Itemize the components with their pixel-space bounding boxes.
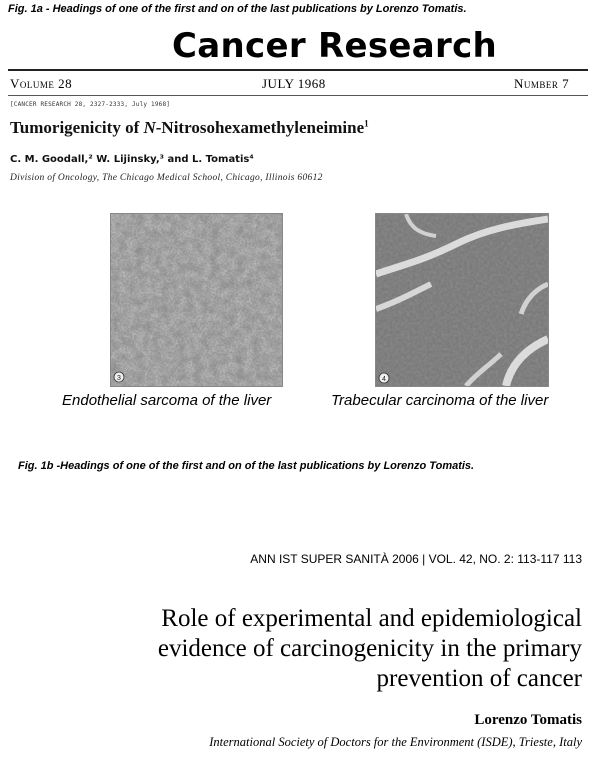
figure-label-endothelial-sarcoma: Endothelial sarcoma of the liver	[62, 392, 272, 409]
fig1a-caption: Fig. 1a - Headings of one of the first and on of the last publications by Lorenzo Tomatis.	[8, 3, 467, 15]
journal-reference: ANN IST SUPER SANITÀ 2006 | VOL. 42, NO. 2: 113-117 113	[250, 552, 582, 566]
article-title-italic: N	[143, 118, 156, 137]
masthead-bottom-rule	[8, 95, 588, 96]
article-title-suffix: -Nitrosohexamethyleneimine	[155, 118, 365, 137]
publication-title-line: evidence of carcinogenicity in the primary	[157, 635, 582, 662]
article-affiliation: Division of Oncology, The Chicago Medical School, Chicago, Illinois 60612	[10, 173, 323, 183]
micrograph-endothelial-sarcoma	[110, 213, 283, 387]
masthead-top-rule	[8, 69, 588, 71]
article-authors: C. M. Goodall,² W. Lijinsky,³ and L. Tomatis⁴	[10, 154, 254, 165]
journal-name: Cancer Research	[172, 26, 498, 66]
fig1b-caption: Fig. 1b -Headings of one of the first and on of the last publications by Lorenzo Tomatis.	[18, 460, 475, 472]
article-title	[10, 118, 369, 138]
figure-label-trabecular-carcinoma: Trabecular carcinoma of the liver	[331, 392, 549, 409]
article-title-footnote: 1	[364, 118, 369, 129]
publication-title-line: prevention of cancer	[376, 665, 582, 692]
micrograph-1-number: 3	[117, 375, 121, 382]
micrograph-trabecular-carcinoma	[375, 213, 549, 387]
publication-title-line: Role of experimental and epidemiological	[161, 605, 582, 632]
issue-number: Number 7	[514, 76, 570, 91]
micrograph-2-number: 4	[382, 376, 386, 383]
publication-affiliation: International Society of Doctors for the Environment (ISDE), Trieste, Italy	[209, 735, 582, 749]
citation-line: [CANCER RESEARCH 28, 2327-2333, July 1968]	[10, 101, 171, 108]
publication-title	[112, 604, 582, 694]
publication-author: Lorenzo Tomatis	[474, 712, 582, 728]
issue-date: JULY 1968	[262, 76, 326, 91]
volume-label: Volume 28	[10, 76, 73, 91]
article-title-prefix: Tumorigenicity of	[10, 118, 144, 137]
